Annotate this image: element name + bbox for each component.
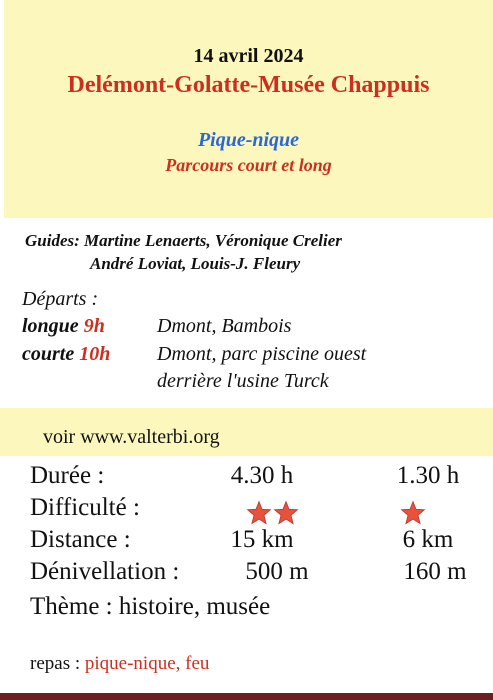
repas-label: repas :: [30, 653, 85, 674]
repas-line: [30, 653, 209, 675]
picnic-subtitle: Pique-nique: [197, 129, 300, 151]
depart-kind: longue: [22, 315, 79, 337]
stat-row-denivellation: [30, 558, 493, 590]
stat-value-court: 1.30 h: [396, 462, 460, 489]
star-icon: [273, 500, 299, 526]
stat-value-court: 6 km: [402, 526, 454, 553]
stat-row-difficulte: [30, 494, 493, 526]
departs-heading: Départs :: [22, 288, 99, 310]
stat-value-long: 4.30 h: [230, 462, 294, 489]
stat-value-court: 160 m: [403, 558, 467, 585]
depart-kind: courte: [22, 343, 75, 365]
website-link[interactable]: voir www.valterbi.org: [43, 426, 220, 448]
guides-line-2: André Loviat, Louis-J. Fleury: [90, 254, 301, 273]
stat-row-duree: [30, 462, 493, 494]
depart-row-courte: [22, 343, 367, 366]
depart-place: Dmont, Bambois: [157, 315, 292, 337]
star-icon: [246, 500, 272, 526]
depart-place-extra: derrière l'usine Turck: [157, 370, 329, 392]
stat-label: Dénivellation :: [30, 558, 180, 585]
guides-line-1: Guides: Martine Lenaerts, Véronique Crelier: [25, 231, 342, 250]
depart-time: 9h: [83, 315, 105, 337]
stat-value-long: 500 m: [245, 558, 309, 585]
stat-label: Durée :: [30, 462, 105, 489]
stat-label: Distance :: [30, 526, 131, 553]
event-date: 14 avril 2024: [193, 45, 304, 67]
stat-row-distance: [30, 526, 493, 558]
theme-line: Thème : histoire, musée: [30, 593, 271, 620]
stat-label: Difficulté :: [30, 494, 140, 521]
route-title: Delémont-Golatte-Musée Chappuis: [67, 72, 430, 98]
repas-value: pique-nique, feu: [84, 653, 210, 674]
depart-place: Dmont, parc piscine ouest: [157, 343, 367, 365]
depart-time: 10h: [79, 343, 111, 365]
depart-row-longue: [22, 315, 292, 338]
guides-block: [25, 229, 342, 275]
bottom-divider: [0, 693, 493, 700]
stats-table: [30, 462, 493, 590]
course-subtitle: Parcours court et long: [165, 155, 332, 175]
star-icon: [400, 500, 426, 526]
header-banner: [4, 0, 493, 218]
stat-value-long: 15 km: [230, 526, 294, 553]
